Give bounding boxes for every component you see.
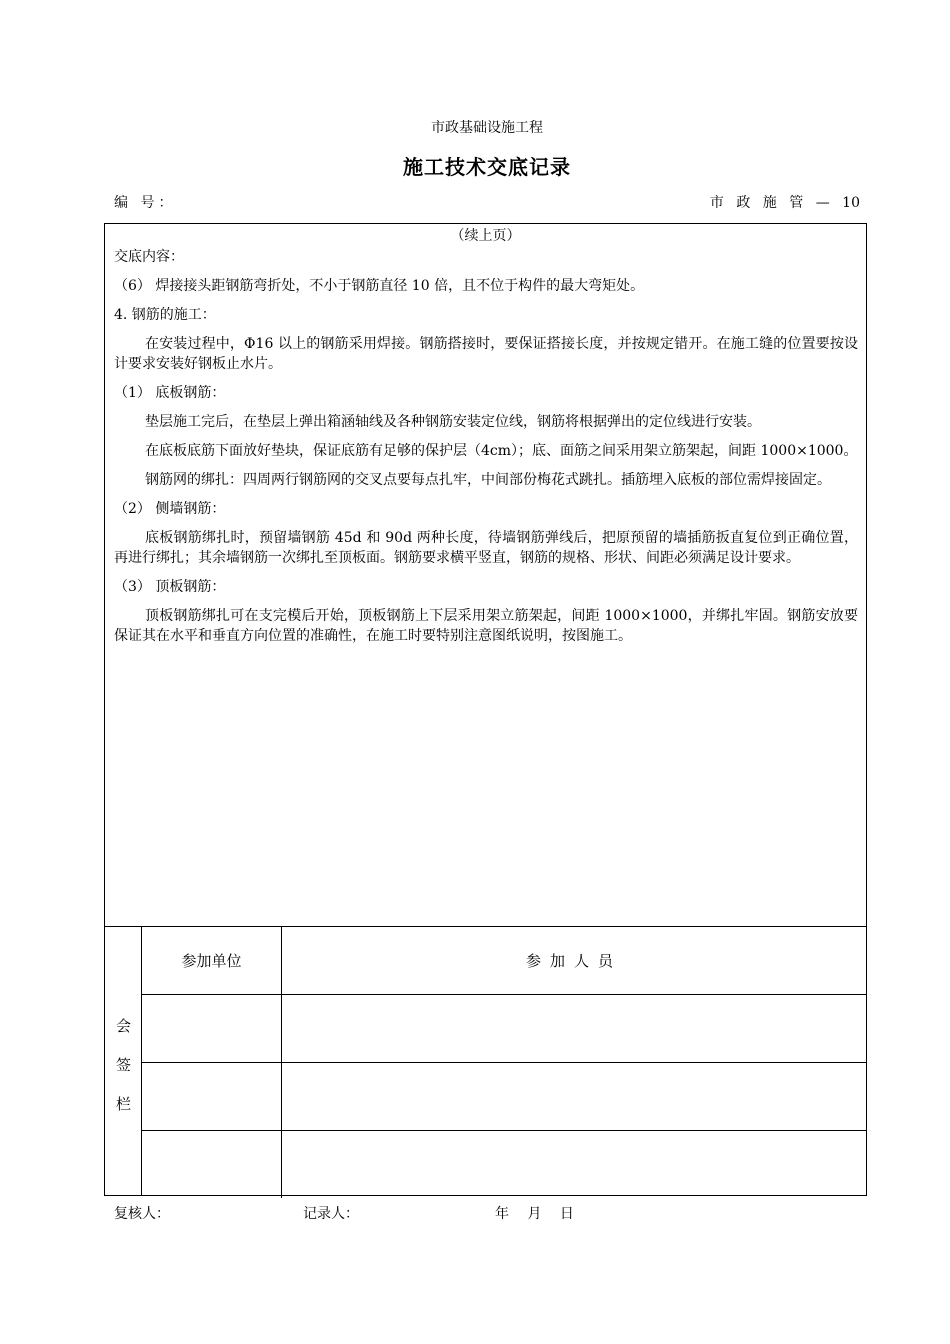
signoff-char-1: 会: [115, 1017, 131, 1035]
signoff-char-2: 签: [115, 1056, 131, 1074]
unit-column-header: 参加单位: [142, 927, 282, 994]
continued-label: （续上页）: [450, 228, 521, 244]
doc-title: 施工技术交底记录: [403, 155, 571, 179]
form-code-text: 市 政 施 管 —: [709, 195, 834, 211]
date-label: 年 月 日: [495, 1206, 574, 1222]
signoff-section: [105, 927, 866, 1195]
people-cell[interactable]: [282, 1131, 866, 1198]
signoff-grid: [142, 927, 866, 1195]
paragraph-side-wall: 底板钢筋绑扎时，预留墙钢筋 45d 和 90d 两种长度，待墙钢筋弹线后，把原预留的墙插筋扳直复位到正确位置，再进行绑扎；其余墙钢筋一次绑扎至顶板面。钢筋要求横平竖直，钢筋的规格、形状、间距必须满足设计要求。: [114, 530, 858, 566]
signoff-header-row: [142, 927, 866, 995]
signoff-row: [142, 1131, 866, 1198]
paragraph-spacer: 在底板底筋下面放好垫块，保证底筋有足够的保护层（4cm）；底、面筋之间采用架立筋架起，间距 1000×1000。: [145, 443, 858, 459]
content-heading: 交底内容：: [114, 249, 184, 265]
item-6-welding: （6） 焊接接头距钢筋弯折处，不小于钢筋直径 10 倍，且不位于构件的最大弯矩处。: [114, 278, 645, 294]
unit-cell[interactable]: [142, 995, 282, 1062]
paragraph-mesh-binding: 钢筋网的绑扎：四周两行钢筋网的交叉点要每点扎牢，中间部份梅花式跳扎。插筋埋入底板的部位需焊接固定。: [145, 472, 831, 488]
doc-subtitle: 市政基础设施工程: [431, 120, 543, 136]
subheading-top-slab: （3） 顶板钢筋：: [114, 579, 226, 595]
reviewer-label: 复核人：: [114, 1206, 170, 1222]
form-code: [710, 192, 860, 212]
disclosure-content-section: [105, 224, 866, 927]
disclosure-body: [105, 247, 866, 646]
paragraph-installation: 在安装过程中，Φ16 以上的钢筋采用焊接。钢筋搭接时，要保证搭接长度，并按规定错开。在施工缝的位置要按设计要求安装好钢板止水片。: [114, 336, 858, 372]
form-code-number: 10: [842, 195, 860, 211]
record-form-table: [104, 223, 867, 1196]
people-cell[interactable]: [282, 995, 866, 1062]
signoff-char-3: 栏: [115, 1095, 131, 1113]
unit-cell[interactable]: [142, 1131, 282, 1198]
subheading-bottom-slab: （1） 底板钢筋：: [114, 385, 226, 401]
people-cell[interactable]: [282, 1063, 866, 1130]
signoff-label: [105, 927, 142, 1195]
unit-cell[interactable]: [142, 1063, 282, 1130]
paragraph-top-slab: 顶板钢筋绑扎可在支完模后开始，顶板钢筋上下层采用架立筋架起，间距 1000×1000，并绑扎牢固。钢筋安放要保证其在水平和垂直方向位置的准确性，在施工时要特别注意图纸说明，按图施工。: [114, 608, 858, 644]
signoff-row: [142, 1063, 866, 1131]
paragraph-cushion: 垫层施工完后，在垫层上弹出箱涵轴线及各种钢筋安装定位线，钢筋将根据弹出的定位线进行安装。: [145, 414, 761, 430]
recorder-label: 记录人：: [303, 1206, 359, 1222]
people-column-header: 参加人员: [525, 952, 622, 970]
section-4-heading: 4. 钢筋的施工：: [114, 307, 216, 323]
signoff-row: [142, 995, 866, 1063]
number-label: 编 号：: [114, 195, 177, 211]
subheading-side-wall: （2） 侧墙钢筋：: [114, 501, 226, 517]
